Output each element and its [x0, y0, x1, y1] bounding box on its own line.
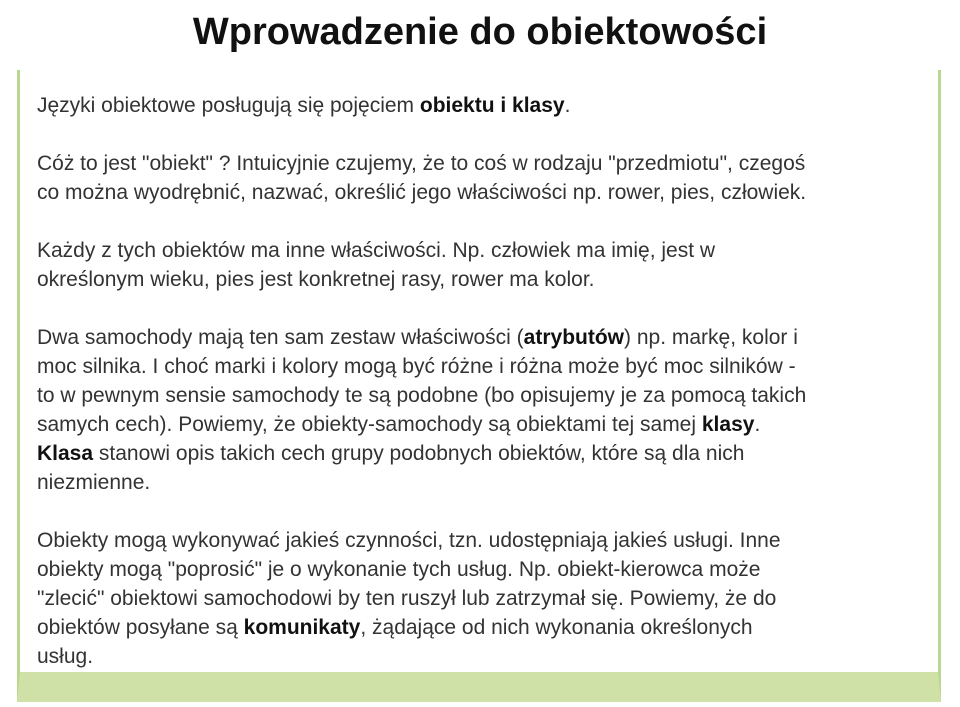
- text-line: co można wyodrębnić, nazwać, określić jego właściwości np. rower, pies, człowiek.: [37, 181, 807, 204]
- text-line: [37, 613, 927, 642]
- text-line: [37, 410, 927, 439]
- text-line: [37, 323, 927, 352]
- text-line: [37, 439, 927, 468]
- paragraph-properties: [37, 236, 927, 294]
- paragraph-attributes-class: [37, 323, 927, 497]
- paragraph-messages: [37, 526, 927, 671]
- emphasis-text: Klasa: [37, 442, 94, 465]
- text-line: to w pewnym sensie samochody te są podobne (bo opisujemy je za pomocą takich: [37, 384, 807, 407]
- emphasis-text: obiektu i klasy: [419, 94, 565, 117]
- content-frame: [17, 70, 941, 702]
- text-line: obiekty mogą "poprosić" je o wykonanie tych usług. Np. obiekt-kierowca może: [37, 558, 761, 581]
- text-line: "zlecić" obiektowi samochodowi by ten ruszył lub zatrzymał się. Powiemy, że do: [37, 587, 777, 610]
- text-run: obiektów posyłane są: [37, 616, 244, 639]
- text-run: stanowi opis takich cech grupy podobnych obiektów, które są dla nich: [93, 442, 745, 465]
- emphasis-text: komunikaty: [243, 616, 361, 639]
- text-line: niezmienne.: [37, 471, 151, 494]
- text-run: , żądające od nich wykonania określonych: [360, 616, 753, 639]
- text-line: Cóż to jest "obiekt" ? Intuicyjnie czujemy, że to coś w rodzaju "przedmiotu", czegoś: [37, 152, 806, 175]
- text-line: określonym wieku, pies jest konkretnej rasy, rower ma kolor.: [37, 268, 595, 291]
- slide-title: Wprowadzenie do obiektowości: [192, 11, 768, 53]
- text-line: usług.: [37, 645, 94, 668]
- text-run: samych cech). Powiemy, że obiekty-samochody są obiektami tej samej: [37, 413, 702, 436]
- emphasis-text: atrybutów: [523, 326, 625, 349]
- text-line: Każdy z tych obiektów ma inne właściwości. Np. człowiek ma imię, jest w: [37, 239, 716, 262]
- paragraph-object-definition: [37, 149, 927, 207]
- text-run: Języki obiektowe posługują się pojęciem: [37, 94, 420, 117]
- text-line: Obiekty mogą wykonywać jakieś czynności, tzn. udostępniają jakieś usługi. Inne: [37, 529, 781, 552]
- text-run: .: [564, 94, 571, 117]
- text-run: ) np. markę, kolor i: [624, 326, 798, 349]
- paragraph-intro: [37, 91, 927, 120]
- text-run: Dwa samochody mają ten sam zestaw właściwości (: [37, 326, 524, 349]
- text-line: moc silnika. I choć marki i kolory mogą być różne i różna może być moc silników -: [37, 355, 796, 378]
- emphasis-text: klasy: [701, 413, 755, 436]
- text-run: .: [754, 413, 761, 436]
